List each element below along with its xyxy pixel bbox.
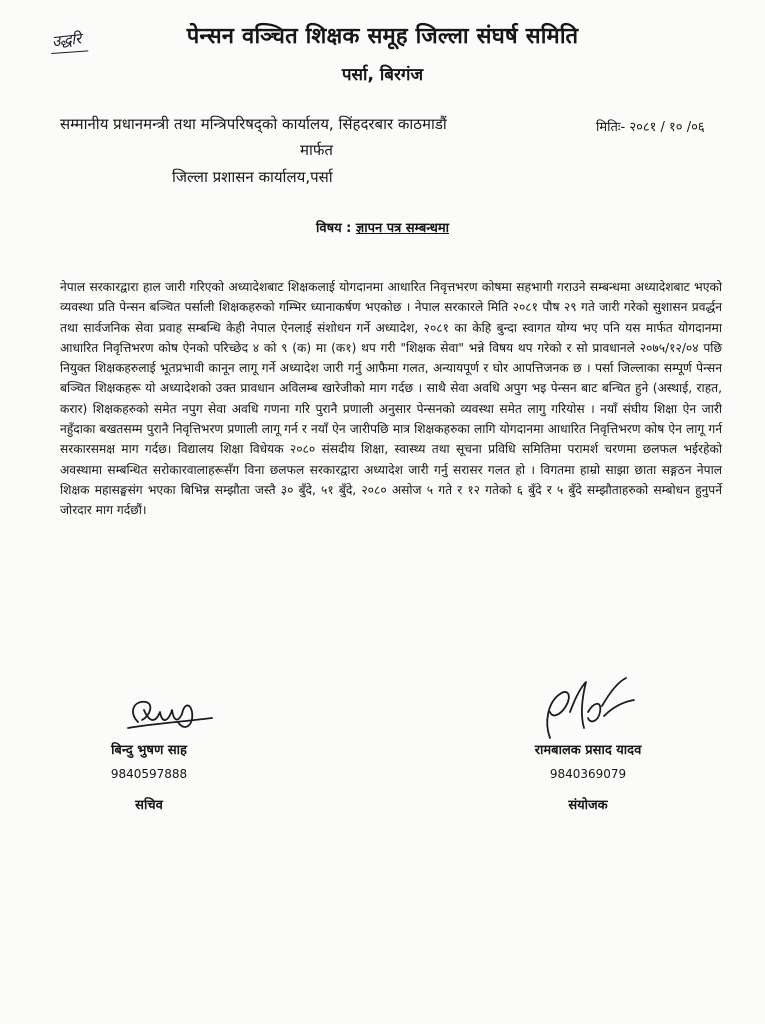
organization-location: पर्सा, बिरगंज: [341, 65, 424, 85]
signatory-coordinator-name: रामबालक प्रसाद यादव: [534, 743, 642, 758]
signatory-secretary-phone: 9840597888: [110, 767, 188, 781]
signatory-secretary-name: बिन्दु भुषण साह: [111, 743, 187, 758]
letter-date: मितिः- २०८१ / १० /०६: [596, 120, 705, 135]
letter-body: नेपाल सरकारद्वारा हाल जारी गरिएको अध्यादेशबाट शिक्षकलाई योगदानमा आधारित निवृत्तभरण कोषमा सहभागी गराउने सम्बन्धमा अध्यादेशबाट भएको व्यवस्था प्रति पेन्सन बञ्चित पर्साली शिक्षकहरुको गम्भिर ध्यानाकर्षण भएकोछ । नेपाल सरकारले मिति २०८१ पौष २९ गते जारी गरेको सुशासन प्रवर्द्धन तथा सार्वजनिक सेवा प्रवाह सम्बन्धि केही नेपाल ऐनलाई संशोधन गर्ने अध्यादेश, २०८१ का केहि बुन्दा स्वागत योग्य भए पनि यस मार्फत योगदानमा आधारित निवृत्तिभरण कोष ऐनको परिच्छेद ४ को ९ (क) मा (क१) थप गरी "शिक्षक सेवा" भन्ने विषय थप गरेको र सो प्रावधानले २०७५/१२/०४ पछि नियुक्त शिक्षकहरुलाई भूतप्रभावी कानून लागू गर्ने अध्यादेश जारी गर्नु आफैमा गलत, अन्यायपूर्ण र घोर आपत्तिजनक छ । पर्सा जिल्लाका सम्पूर्ण पेन्सन बञ्चित शिक्षकहरू यो अध्यादेशको उक्त प्रावधान अविलम्ब खारेजीको माग गर्दछ । साथै सेवा अवधि अपुग भइ पेन्सन बाट बन्चित हुने (अस्थाई, राहत, करार) शिक्षकहरुको समेत नपुग सेवा अवधि गणना गरि पुरानै प्रणाली अनुसार पेन्सनको व्यवस्था समेत लागु गरियोस । नयाँ संघीय शिक्षा ऐन जारी नहुँदाका बखतसम्म पुरानै निवृत्तिभरण प्रणाली लागू गर्न र नयाँ ऐन जारीपछि मात्र शिक्षकहरुका लागि योगदानमा आधारित निवृत्तिभरण कोष ऐन लागू गर्न सरकारसमक्ष माग गर्दछ। विद्यालय शिक्षा विधेयक २०८० संसदीय शिक्षा, स्वास्थ्य तथा सूचना प्रविधि समितिमा परामर्श चरणमा छलफल भईरहेको अवस्थामा सम्बन्धित सरोकारवालाहरूसँग विना छलफल सरकारद्वारा अध्यादेश जारी गर्नु सरासर गलत हो । विगतमा हाम्रो साझा छाता सङ्गठन नेपाल शिक्षक महासङ्घसंग भएका बिभिन्न सम्झौता जस्तै ३० बुँदे, ५१ बुँदे, २०८० असोज ५ गते र १२ गतेको ६ बुँदे र ५ बुँदे सम्झौताहरुको सम्बोधन हुनुपर्ने जोरदार माग गर्दछौं।: [60, 280, 722, 518]
addressee-line-1: सम्मानीय प्रधानमन्त्री तथा मन्त्रिपरिषद्को कार्यालय, सिंहदरबार काठमाडौं: [60, 115, 447, 133]
signatory-coordinator-phone: 9840369079: [549, 767, 627, 781]
subject-line: [0, 218, 765, 236]
addressee-line-3: जिल्ला प्रशासन कार्यालय,पर्सा: [172, 168, 333, 186]
addressee-line-2: मार्फत: [300, 141, 333, 159]
handwritten-mark: उद्धरि: [51, 29, 82, 51]
signatory-secretary-role: सचिव: [135, 798, 163, 813]
subject-text: ज्ञापन पत्र सम्बन्धमा: [355, 221, 449, 236]
signatory-coordinator-role: संयोजक: [568, 798, 608, 813]
organization-title: पेन्सन वञ्चित शिक्षक समूह जिल्ला संघर्ष समिति: [186, 24, 579, 49]
signature-secretary-graphic: [120, 692, 216, 736]
signature-coordinator-graphic: [530, 672, 640, 744]
subject-label: विषय :: [316, 221, 352, 236]
